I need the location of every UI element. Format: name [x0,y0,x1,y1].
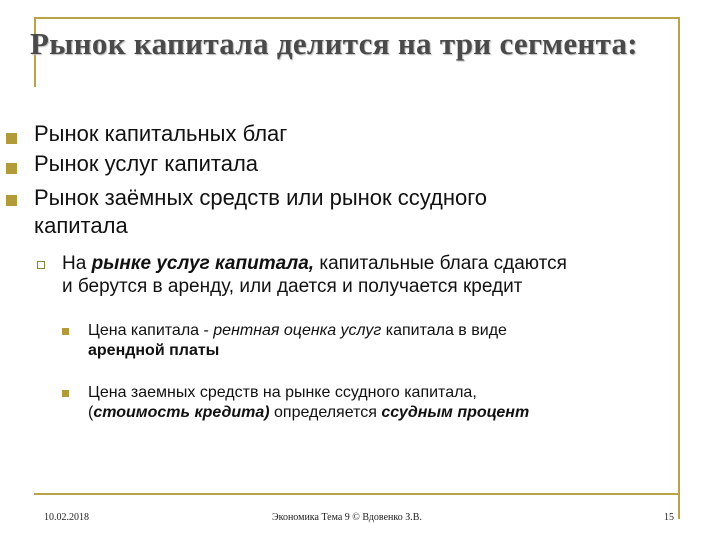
sub2b-p3: определяется [269,404,382,421]
right-rule [678,17,680,519]
sub2b-p2: стоимость кредита) [93,404,270,421]
footer-center: Экономика Тема 9 © Вдовенко З.В. [272,512,422,523]
bullet-text: Рынок заёмных средств или рынок ссудного [34,185,488,210]
sub-rest-1: капитальные блага сдаются [314,253,567,274]
sub2b-line-1: Цена заемных средств на рынке ссудного капитала, [88,384,477,401]
bullet-text: Рынок услуг капитала [34,151,259,176]
bullet-text-continuation: капитала [34,213,128,238]
footer-page-number: 15 [664,512,674,523]
small-square-bullet-icon [62,328,69,335]
sub2b-p4: ссудным процент [381,404,530,421]
bullet-square-icon [6,133,17,144]
slide-title: Рынок капитала делится на три сегмента: [30,26,638,61]
small-square-bullet-icon [62,390,69,397]
bullet-square-icon [6,163,17,174]
footer-date: 10.02.2018 [44,512,89,523]
sub2b-p1: ( [88,404,94,421]
bottom-rule [34,493,679,495]
sub-bullet-line-2: и берутся в аренду, или дается и получается кредит [62,276,523,297]
sub-bullet-line-1 [62,252,567,275]
bullet-text: Рынок капитальных благ [34,121,288,146]
sub2a-line-1 [88,321,507,341]
sub2a-p3: капитала в виде [381,322,507,339]
sub-emphasis: рынке услуг капитала, [91,253,315,274]
top-rule [34,17,679,19]
hollow-square-bullet-icon [37,261,45,269]
sub2a-p2: рентная оценка услуг [213,322,382,339]
sub2a-line-2: арендной платы [88,342,220,359]
sub2b-line-2 [88,403,529,423]
sub2a-p1: Цена капитала - [88,322,214,339]
sub-lead: На [62,253,92,274]
bullet-square-icon [6,195,17,206]
